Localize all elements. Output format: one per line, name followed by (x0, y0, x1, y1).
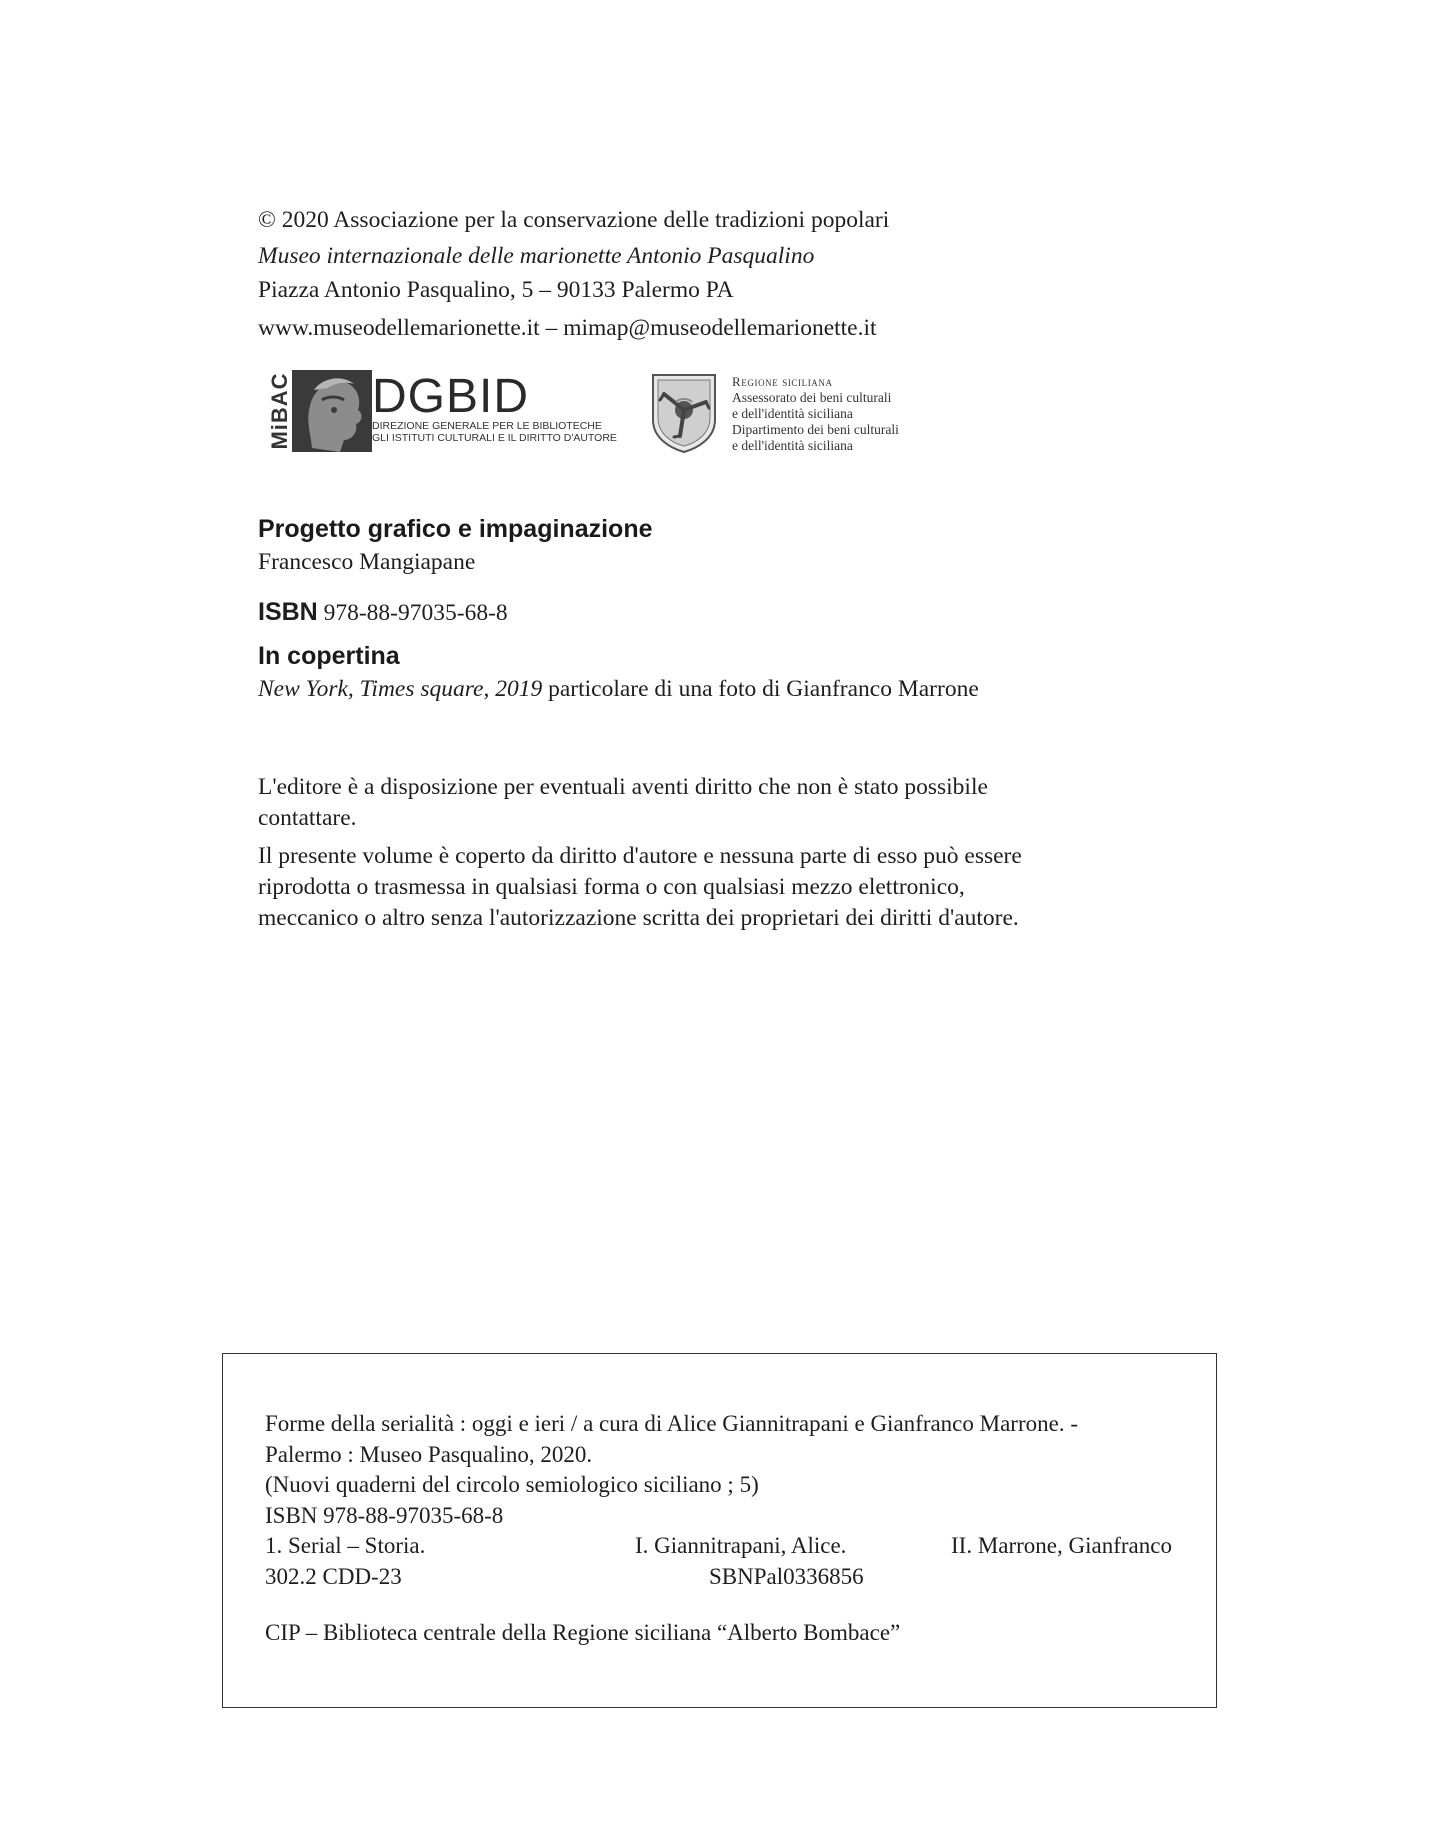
museum-name: Museo internazionale delle marionette Antonio Pasqualino (258, 243, 815, 269)
mibac-vertical-text: MiBAC (267, 372, 292, 450)
rights-notices (258, 772, 1258, 934)
classical-head-icon (292, 370, 372, 452)
copyright-line: © 2020 Associazione per la conservazione delle tradizioni popolari (258, 207, 890, 233)
notice-line: meccanico o altro senza l'autorizzazione scritta dei proprietari dei diritti d'autore. (258, 905, 1019, 931)
design-heading: Progetto grafico e impaginazione (258, 515, 653, 543)
cip-library-line: CIP – Biblioteca centrale della Regione siciliana “Alberto Bombace” (265, 1620, 901, 1645)
cip-subjects-row (265, 1531, 1205, 1562)
notice-line: L'editore è a disposizione per eventuali aventi diritto che non è stato possibile (258, 774, 988, 800)
cip-series-line: (Nuovi quaderni del circolo semiologico siciliano ; 5) (265, 1472, 759, 1497)
dgbid-title: DGBID (372, 370, 530, 423)
notice-line: contattare. (258, 805, 357, 831)
trinacria-shield-icon (650, 372, 718, 454)
regione-siciliana-logo (650, 372, 950, 456)
credits-section (258, 513, 1258, 706)
cip-record (265, 1409, 1205, 1649)
mibac-dgbid-logo (267, 370, 617, 452)
regione-siciliana-text: Regione siciliana Assessorato dei beni culturali e dell'identità siciliana Dipartimento dei beni culturali e dell'identità siciliana (732, 374, 899, 453)
cover-caption (258, 672, 1258, 706)
cip-isbn-line: ISBN 978-88-97035-68-8 (265, 1502, 504, 1528)
cip-subject: II. Marrone, Gianfranco (951, 1533, 1172, 1558)
designer-name: Francesco Mangiapane (258, 549, 476, 575)
cover-title: New York, Times square, 2019 (258, 676, 543, 702)
cip-subject: I. Giannitrapani, Alice. (635, 1533, 847, 1558)
cip-publication-line: Palermo : Museo Pasqualino, 2020. (265, 1441, 593, 1467)
cip-classification: 302.2 CDD-23 (265, 1563, 402, 1589)
cip-title-line: Forme della serialità : oggi e ieri / a cura di Alice Giannitrapani e Gianfranco Marrone. - (265, 1411, 1078, 1436)
cover-description: particolare di una foto di Gianfranco Marrone (542, 676, 979, 702)
isbn-label: ISBN (258, 598, 318, 626)
cip-classification-row (265, 1562, 1205, 1593)
isbn-value: 978-88-97035-68-8 (323, 600, 508, 626)
isbn-line (258, 595, 1258, 630)
publisher-info (258, 203, 1258, 345)
dgbid-subtitle: DIREZIONE GENERALE PER LE BIBLIOTECHE GLI ISTITUTI CULTURALI E IL DIRITTO D'AUTORE (372, 420, 617, 444)
web-contact-line: www.museodellemarionette.it – mimap@museodellemarionette.it (258, 315, 877, 341)
address-line: Piazza Antonio Pasqualino, 5 – 90133 Palermo PA (258, 277, 734, 303)
cip-record-box (222, 1353, 1217, 1708)
notice-line: riprodotta o trasmessa in qualsiasi forma o con qualsiasi mezzo elettronico, (258, 874, 965, 900)
cip-subject: 1. Serial – Storia. (265, 1533, 426, 1558)
notice-line: Il presente volume è coperto da diritto d'autore e nessuna parte di esso può essere (258, 843, 1022, 869)
cover-heading: In copertina (258, 642, 400, 670)
cip-sbn-code: SBNPal0336856 (709, 1563, 864, 1589)
